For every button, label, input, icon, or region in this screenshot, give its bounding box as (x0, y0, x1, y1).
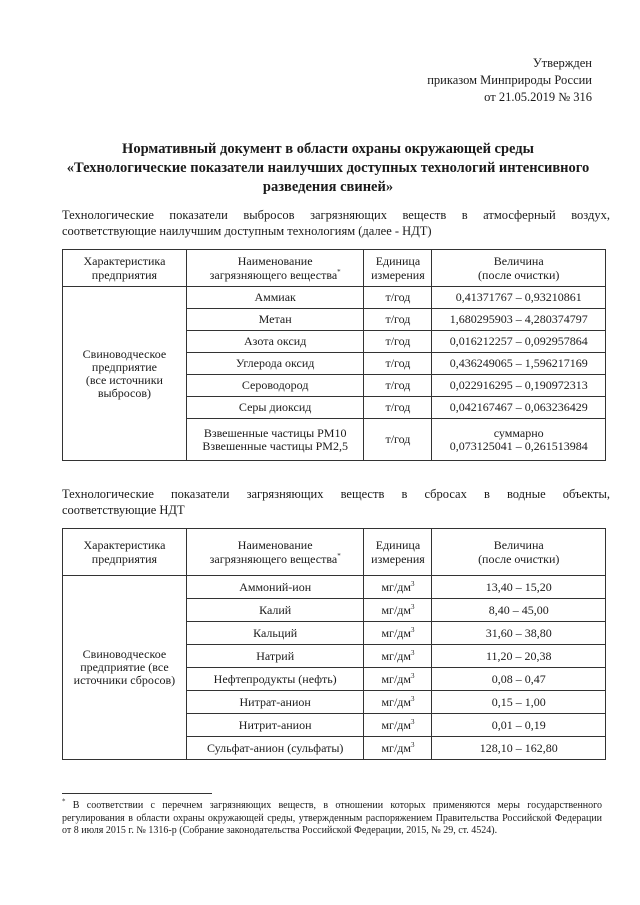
value-cell: 8,40 – 45,00 (432, 599, 606, 622)
value-cell: 11,20 – 20,38 (432, 645, 606, 668)
unit-cell: т/год (364, 397, 432, 419)
table-header-row (63, 529, 606, 576)
table-row (63, 287, 606, 309)
value-cell: 1,680295903 – 4,280374797 (432, 309, 606, 331)
substance-name: Нитрит-анион (186, 714, 364, 737)
substance-name: Кальций (186, 622, 364, 645)
emissions-table (62, 249, 606, 461)
discharges-table (62, 528, 606, 760)
substance-name: Взвешенные частицы РМ10 Взвешенные частицы РМ2,5 (186, 419, 364, 461)
value-cell: 0,022916295 – 0,190972313 (432, 375, 606, 397)
value-cell: 0,08 – 0,47 (432, 668, 606, 691)
title-line: разведения свиней» (262, 179, 394, 195)
substance-name: Метан (186, 309, 364, 331)
footnote-text: В соответствии с перечнем загрязняющих веществ, в отношении которых применяются меры государственного регулирования в области охраны окружающей среды, утвержденным распоряжением Правительства Российской Федерации от 8 июля 2015 г. № 1316-р (Собрание законодательства Российской Федерации, 2015, № 29, ст. 4524). (62, 800, 603, 836)
table-row (63, 576, 606, 599)
header-value: Величина (после очистки) (432, 250, 606, 287)
unit-cell: $мг/дм^3$ (364, 668, 432, 691)
unit-cell: т/год (364, 419, 432, 461)
intro-line: соответствующие НДТ (62, 503, 185, 517)
value-cell: 0,15 – 1,00 (432, 691, 606, 714)
footnote-divider (62, 793, 212, 794)
unit-cell: $мг/дм^3$ (364, 714, 432, 737)
unit-cell: $мг/дм^3$ (364, 622, 432, 645)
approval-line: от 21.05.2019 № 316 (484, 90, 592, 104)
enterprise-characteristic: Свиноводческое предприятие (все источники сбросов) (63, 576, 187, 760)
value-cell: 0,042167467 – 0,063236429 (432, 397, 606, 419)
header-substance: Наименование загрязняющего вещества* (186, 250, 364, 287)
value-cell: суммарно 0,073125041 – 0,261513984 (432, 419, 606, 461)
document-title (58, 140, 598, 197)
value-cell: 31,60 – 38,80 (432, 622, 606, 645)
value-cell: 128,10 – 162,80 (432, 737, 606, 760)
title-line: «Технологические показатели наилучших доступных технологий интенсивного (66, 160, 590, 176)
substance-name: Аммоний-ион (186, 576, 364, 599)
footnote (62, 797, 603, 838)
header-value: Величина (после очистки) (432, 529, 606, 576)
intro-line: Технологические показатели выбросов загрязняющих веществ в атмосферный воздух, (62, 208, 610, 222)
header-substance: Наименование загрязняющего вещества* (186, 529, 364, 576)
substance-name: Калий (186, 599, 364, 622)
substance-name: Сульфат-анион (сульфаты) (186, 737, 364, 760)
value-cell: 13,40 – 15,20 (432, 576, 606, 599)
footnote-mark: * (62, 797, 66, 806)
header-characteristic: Характеристика предприятия (63, 250, 187, 287)
unit-cell: $мг/дм^3$ (364, 691, 432, 714)
unit-cell: $мг/дм^3$ (364, 599, 432, 622)
title-line: Нормативный документ в области охраны окружающей среды (122, 141, 534, 157)
approval-block (427, 55, 592, 106)
value-cell: 0,01 – 0,19 (432, 714, 606, 737)
unit-cell: $мг/дм^3$ (364, 737, 432, 760)
substance-name: Серы диоксид (186, 397, 364, 419)
unit-cell: т/год (364, 331, 432, 353)
intro-line: Технологические показатели загрязняющих веществ в сбросах в водные объекты, (62, 487, 610, 501)
emissions-intro (62, 207, 610, 239)
value-cell: 0,016212257 – 0,092957864 (432, 331, 606, 353)
footnote-mark: * (337, 268, 341, 276)
unit-cell: $мг/дм^3$ (364, 576, 432, 599)
approval-line: Утвержден (532, 56, 592, 70)
substance-name: Азота оксид (186, 331, 364, 353)
substance-name: Нефтепродукты (нефть) (186, 668, 364, 691)
header-unit: Единица измерения (364, 250, 432, 287)
substance-name: Нитрат-анион (186, 691, 364, 714)
table-header-row (63, 250, 606, 287)
substance-name: Сероводород (186, 375, 364, 397)
unit-cell: т/год (364, 287, 432, 309)
approval-line: приказом Минприроды России (427, 73, 592, 87)
value-cell: 0,436249065 – 1,596217169 (432, 353, 606, 375)
enterprise-characteristic: Свиноводческое предприятие (все источники выбросов) (63, 287, 187, 461)
unit-cell: т/год (364, 353, 432, 375)
substance-name: Аммиак (186, 287, 364, 309)
discharges-intro (62, 486, 610, 518)
substance-name: Углерода оксид (186, 353, 364, 375)
header-characteristic: Характеристика предприятия (63, 529, 187, 576)
substance-name: Натрий (186, 645, 364, 668)
unit-cell: т/год (364, 375, 432, 397)
footnote-mark: * (337, 552, 341, 560)
value-cell: 0,41371767 – 0,93210861 (432, 287, 606, 309)
unit-cell: $мг/дм^3$ (364, 645, 432, 668)
intro-line: соответствующие наилучшим доступным технологиям (далее - НДТ) (62, 224, 432, 238)
header-unit: Единица измерения (364, 529, 432, 576)
unit-cell: т/год (364, 309, 432, 331)
